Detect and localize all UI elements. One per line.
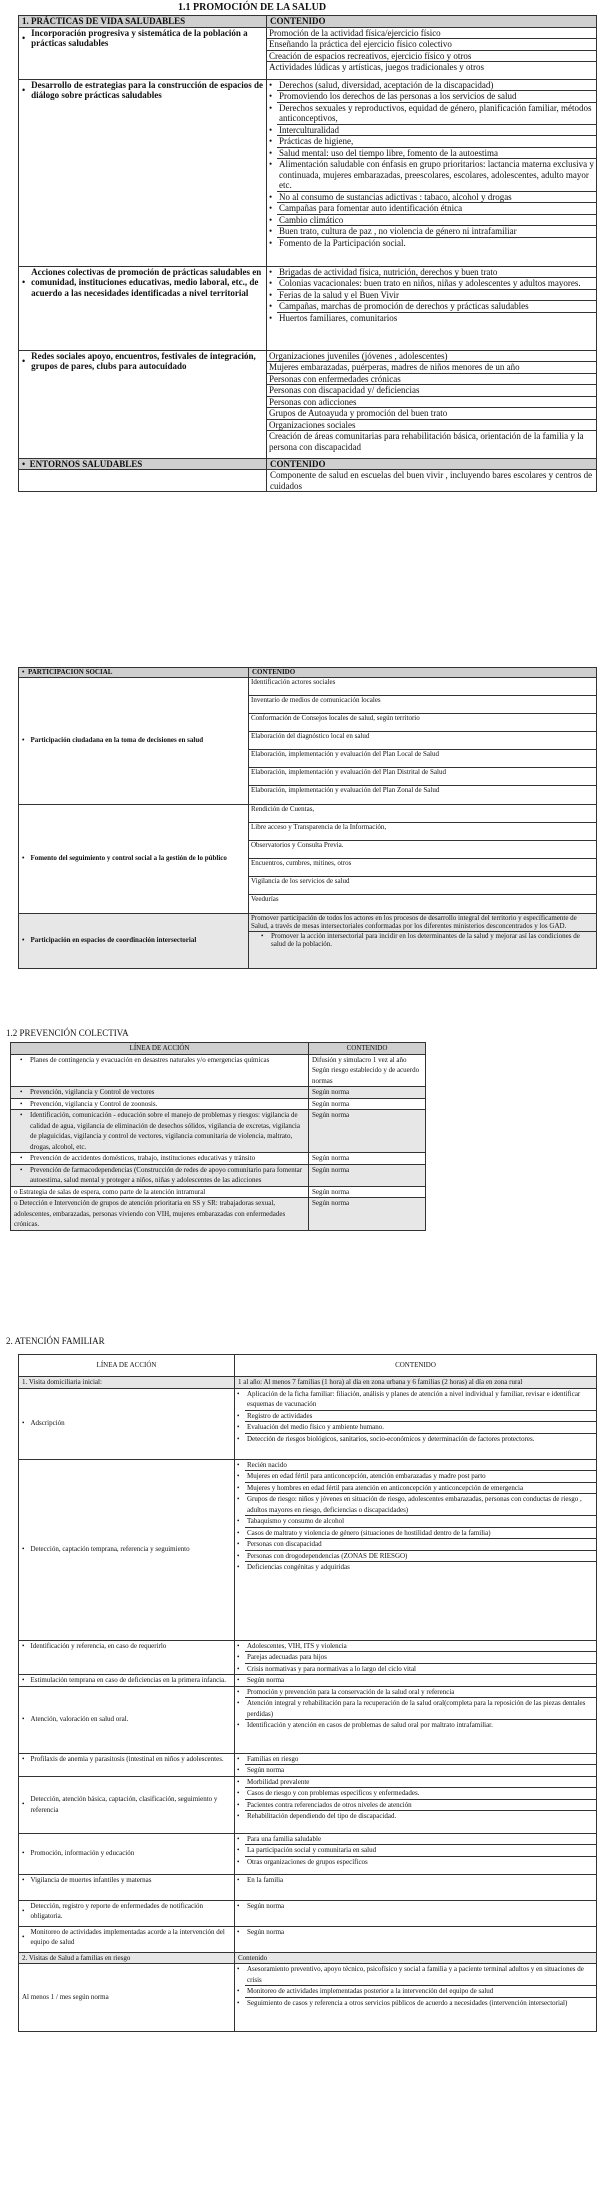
table-cell: Según norma [309,1098,426,1110]
prevencion-table [10,1042,426,1231]
list-item: Elaboración, implementación y evaluación del Plan Local de Salud [249,750,596,768]
atencion-row-label: • Vigilancia de muertes infantiles y maternas [19,1874,235,1900]
entornos-empty-cell [19,470,267,492]
list-item: • Pacientes contra referenciados de otros niveles de atención [245,1800,596,1812]
list-item: • Asesoramiento preventivo, apoyo técnico, psicofísico y social a familia y a paciente terminal adultos y en situaciones de crisis [245,1964,596,1986]
atencion-row-items [235,1753,597,1776]
list-item: Promover participación de todos los actores en los procesos de desarrollo integral del territorio y específicamente de Salud, a través de mesas intersectoriales conformadas por los diferentes ministerios desconcentrados y los GAD. [249,914,596,932]
list-item: • Tabaquismo y consumo de alcohol [245,1516,596,1528]
list-item: Conformación de Consejos locales de salud, según territorio [249,714,596,732]
list-item: • Deficiencias congénitas y adquiridas [245,1562,596,1573]
practicas-row-items [267,27,597,79]
list-item: • Casos de maltrato y violencia de género (situaciones de hostilidad dentro de la familia) [245,1528,596,1540]
atencion-row-label: • Promoción, información y educación [19,1833,235,1874]
list-item: • Buen trato, cultura de paz , no violencia de género ni intrafamiliar [277,226,596,238]
list-item: Organizaciones juveniles (jóvenes , adolescentes) [267,351,596,363]
list-item: • Alimentación saludable con énfasis en grupo prioritarios: lactancia materna exclusiva y continuada, mujeres embarazadas, preescolares, escolares, adolescentes, adulto mayor etc. [277,159,596,192]
atencion-row-items [235,1388,597,1459]
list-item: Organizaciones sociales [267,420,596,432]
participacion-content-header: CONTENIDO [249,668,597,678]
atencion-row-label: • Estimulación temprana en caso de deficiencias en la primera infancia. [19,1675,235,1687]
list-item: • Identificación y atención en casos de problemas de salud oral por maltrato intrafamiliar. [245,1720,596,1731]
visita-inicial-label: 1. Visita domiciliaria inicial: [19,1377,235,1389]
atencion-content-header: CONTENIDO [235,1355,597,1377]
list-item: • Brigadas de actividad física, nutrición, derechos y buen trato [277,267,596,279]
practicas-row-items [267,350,597,458]
list-item: Identificación actores sociales [249,678,596,696]
atencion-row-items [235,1459,597,1640]
visita-inicial-content: 1 al año: Al menos 7 familias (1 hora) al día en zona urbana y 6 familias (2 horas) al día en zona rural [235,1377,597,1389]
table-cell: Según norma [309,1110,426,1153]
list-item: • Según norma [245,1901,596,1912]
list-item: • Interculturalidad [277,125,596,137]
list-item: • Promoviendo los derechos de las personas a los servicios de salud [277,91,596,103]
list-item: • Atención integral y rehabilitación para la recuperación de la salud oral(completa para la reposición de las piezas dentales perdidas) [245,1698,596,1720]
list-item: Rendición de Cuentas, [249,805,596,823]
list-item: • Ferias de la salud y el Buen Vivir [277,290,596,302]
practicas-content-header: CONTENIDO [267,16,597,28]
participacion-row-label: • Fomento del seguimiento y control social a la gestión de lo público [19,804,249,913]
list-item: Libre acceso y Transparencia de la Información, [249,823,596,841]
atencion-row-items [235,1675,597,1687]
list-item: Elaboración del diagnóstico local en salud [249,732,596,750]
visita-riesgo-label: 2. Visitas de Salud a familias en riesgo [19,1952,235,1964]
list-item: Elaboración, implementación y evaluación del Plan Zonal de Salud [251,785,440,794]
atencion-row-label: • Detección, registro y reporte de enfermedades de notificación obligatoria. [19,1900,235,1926]
practicas-row-label: • Incorporación progresiva y sistemática de la población a prácticas saludables [19,27,267,79]
atencion-row-items [235,1926,597,1952]
participacion-row-items [249,804,597,913]
table-row: o Estrategia de salas de espera, como parte de la atención intramural [11,1186,309,1198]
table-row: • Prevención, vigilancia y Control de zoonosis. [11,1098,309,1110]
list-item: Veedurías [251,894,279,903]
list-item: • Monitoreo de actividades implementadas posterior a la intervención del equipo de salud [245,1986,596,1998]
atencion-row-items [235,1776,597,1833]
list-item: • Para una familia saludable [245,1834,596,1846]
participacion-row-label: • Participación en espacios de coordinación intersectorial [19,913,249,968]
practicas-row-label: • Acciones colectivas de promoción de prácticas saludables en comunidad, instituciones educativas, medio laboral, etc., de acuerdo a las necesidades identificadas a nivel territorial [19,266,267,350]
list-item: • Evaluación del medio físico y ambiente humano. [245,1422,596,1434]
list-item: • Colonias vacacionales: buen trato en niños, niñas y adolescentes y adultos mayores. [277,278,596,290]
list-item: Grupos de Autoayuda y promoción del buen trato [267,408,596,420]
atencion-row-items [235,1833,597,1874]
table-cell: Según norma [309,1186,426,1198]
section-title-prevencion: 1.2 PREVENCIÓN COLECTIVA [6,1028,129,1038]
list-item: • Cambio climático [277,215,596,227]
atencion-row-items [235,1874,597,1900]
list-item: • Familias en riesgo [245,1754,596,1766]
practicas-row-label: • Desarrollo de estrategias para la construcción de espacios de diálogo sobre prácticas saludables [19,79,267,266]
list-item: • Salud mental: uso del tiempo libre, fomento de la autoestima [277,148,596,160]
list-item: Personas con adicciones [267,397,596,409]
participacion-row-items [249,913,597,968]
list-item: Vigilancia de los servicios de salud [249,877,596,895]
list-item: • Mujeres en edad fértil para anticoncepción, atención embarazadas y madre post parto [245,1471,596,1483]
atencion-row-label: • Monitoreo de actividades implementadas acorde a la intervención del equipo de salud [19,1926,235,1952]
atencion-row-label: • Atención, valoración en salud oral. [19,1686,235,1753]
list-item: • Derechos sexuales y reproductivos, equidad de género, planificación familiar, métodos anticonceptivos, [277,103,596,125]
list-item: • Promoción y prevención para la conservación de la salud oral y referencia [245,1687,596,1699]
list-item: • Mujeres y hombres en edad fértil para atención en anticoncepción y anticoncepción de emergencia [245,1483,596,1495]
practicas-row-items [267,266,597,350]
table-cell: Difusión y simulacro 1 vez al año Según riesgo establecido y de acuerdo normas [309,1054,426,1087]
table-row: • Prevención de accidentes domésticos, trabajo, instituciones educativas y tránsito [11,1153,309,1165]
list-item: • Huertos familiares, comunitarios [277,313,596,324]
practicas-row-items [267,79,597,266]
list-item: • Recién nacido [245,1460,596,1472]
list-item: • Promover la acción intersectorial para incidir en los determinantes de la salud y mejorar así las condiciones de salud de la población. [269,932,596,949]
visita-riesgo-frequency: Al menos 1 / mes según norma [19,1964,235,2032]
list-item: • Aplicación de la ficha familiar: filiación, análisis y planes de atención a nivel individual y familiar, revisar e identificar esquemas de vacunación [245,1389,596,1411]
list-item: Inventario de medios de comunicación locales [249,696,596,714]
list-item: • No al consumo de sustancias adictivas : tabaco, alcohol y drogas [277,192,596,204]
entornos-header: • ENTORNOS SALUDABLES [19,458,267,470]
list-item: • Campañas para fomentar auto identificación étnica [277,203,596,215]
list-item: • Según norma [245,1927,596,1938]
list-item: Observatorios y Consulta Previa. [249,841,596,859]
section-title-promocion: 1.1 PROMOCIÓN DE LA SALUD [178,2,327,13]
table-row: • Prevención de farmacodependencias (Construcción de redes de apoyo comunitario para fomentar autoestima, salud mental y proteger a niños, niñas y adolescentes de las adicciones [11,1164,309,1186]
list-item: • Morbilidad prevalente [245,1777,596,1789]
list-item: • Según norma [245,1675,596,1686]
list-item: • Casos de riesgo y con problemas específicos y enfermedades. [245,1788,596,1800]
list-item: • Adolescentes, VIH, ITS y violencia [245,1641,596,1653]
table-row: • Planes de contingencia y evacuación en desastres naturales y/o emergencias químicas [11,1054,309,1087]
visita-riesgo-items [235,1964,597,2032]
participacion-table [18,667,597,969]
practicas-header: 1. PRÁCTICAS DE VIDA SALUDABLES [19,16,267,28]
practicas-table [18,15,597,492]
table-row: o Detección e Intervención de grupos de atención prioritaria en SS y SR: trabajadoras sexual, adolescentes, embarazadas, personas viviendo con VIH, mujeres embarazadas con enfermedades crónicas. [11,1198,309,1231]
table-cell: Según norma [309,1198,426,1231]
list-item: Actividades lúdicas y artísticas, juegos tradicionales y otros [269,62,484,72]
participacion-row-label: • Participación ciudadana en la toma de decisiones en salud [19,677,249,804]
participacion-row-items [249,677,597,804]
list-item: • Derechos (salud, diversidad, aceptación de la discapacidad) [277,80,596,92]
list-item: • Fomento de la Participación social. [277,238,596,249]
practicas-row-label: • Redes sociales apoyo, encuentros, festivales de integración, grupos de pares, clubs para autocuidado [19,350,267,458]
atencion-familiar-table [18,1354,597,2032]
participacion-header: • PARTICIPACION SOCIAL [19,668,249,678]
atencion-row-label: • Profilaxis de anemia y parasitosis (intestinal en niños y adolescentes. [19,1753,235,1776]
table-cell: Según norma [309,1087,426,1099]
list-item: • Personas con discapacidad [245,1539,596,1551]
prevencion-header: LÍNEA DE ACCIÓN [11,1043,309,1055]
atencion-row-items [235,1640,597,1675]
atencion-row-label: • Adscripción [19,1388,235,1459]
prevencion-content-header: CONTENIDO [309,1043,426,1055]
list-item: Personas con discapacidad y/ deficiencias [267,385,596,397]
table-row: • Prevención, vigilancia y Control de vectores [11,1087,309,1099]
list-item: • En la familia [245,1875,596,1886]
table-cell: Según norma [309,1164,426,1186]
list-item: • Seguimiento de casos y referencia a otros servicios públicos de acuerdo a necesidades (intervención intersectorial) [245,1998,596,2009]
list-item: Encuentros, cumbres, mitines, otros [249,859,596,877]
list-item: Creación de áreas comunitarias para rehabilitación básica, orientación de la familia y la persona con discapacidad [269,431,584,452]
list-item: • Rehabilitación dependiendo del tipo de discapacidad. [245,1811,596,1822]
list-item: • Registro de actividades [245,1411,596,1423]
list-item: • Según norma [245,1765,596,1776]
list-item: Elaboración, implementación y evaluación del Plan Distrital de Salud [249,768,596,786]
list-item: • La participación social y comunitaria en salud [245,1845,596,1857]
atencion-header: LÍNEA DE ACCIÓN [19,1355,235,1377]
list-item: • Detección de riesgos biológicos, sanitarios, socio-económicos y determinación de factores protectores. [245,1434,596,1445]
entornos-content-header: CONTENIDO [267,458,597,470]
list-item: • Prácticas de higiene, [277,136,596,148]
list-item: Promoción de la actividad física/ejercicio físico [267,28,596,40]
atencion-row-label: • Detección, atención básica, captación, clasificación, seguimiento y referencia [19,1776,235,1833]
list-item: • Crisis normativas y para normativas a lo largo del ciclo vital [245,1664,596,1675]
entornos-item: Componente de salud en escuelas del buen vivir , incluyendo bares escolares y centros de cuidados [267,470,597,492]
table-cell: Según norma [309,1153,426,1165]
atencion-row-items [235,1686,597,1753]
list-item: Mujeres embarazadas, puérperas, madres de niños menores de un año [267,362,596,374]
list-item: Personas con enfermedades crónicas [267,374,596,386]
list-item: • Campañas, marchas de promoción de derechos y prácticas saludables [277,301,596,313]
list-item: • Personas con drogodependencias (ZONAS DE RIESGO) [245,1551,596,1563]
atencion-row-label: • Identificación y referencia, en caso de requerirlo [19,1640,235,1675]
list-item: • Otras organizaciones de grupos específicos [245,1857,596,1868]
section-title-atencion-familiar: 2. ATENCIÓN FAMILIAR [6,1336,105,1346]
list-item: Enseñando la práctica del ejercicio físico colectivo [267,39,596,51]
atencion-row-label: • Detección, captación temprana, referencia y seguimiento [19,1459,235,1640]
list-item: • Parejas adecuadas para hijos [245,1652,596,1664]
list-item: Creación de espacios recreativos, ejercicio físico y otros [267,51,596,63]
atencion-row-items [235,1900,597,1926]
visita-riesgo-content: Contenido [235,1952,597,1964]
table-row: • Identificación, comunicación - educación sobre el manejo de problemas y riesgos: vigilancia de calidad de agua, vigilancia de eliminación de desechos sólidos, vigilancia de excretas, vigilancia de plaguicidas, vigilancia y control de vectores, vigilancia comunitaria de violencia, maltrato, drogas, alcohol, etc. [11,1110,309,1153]
list-item: • Grupos de riesgo: niños y jóvenes en situación de riesgo, adolescentes embarazadas, personas con conductas de riesgo , adultos mayores en riesgo, deficiencias o discapacidades) [245,1494,596,1516]
